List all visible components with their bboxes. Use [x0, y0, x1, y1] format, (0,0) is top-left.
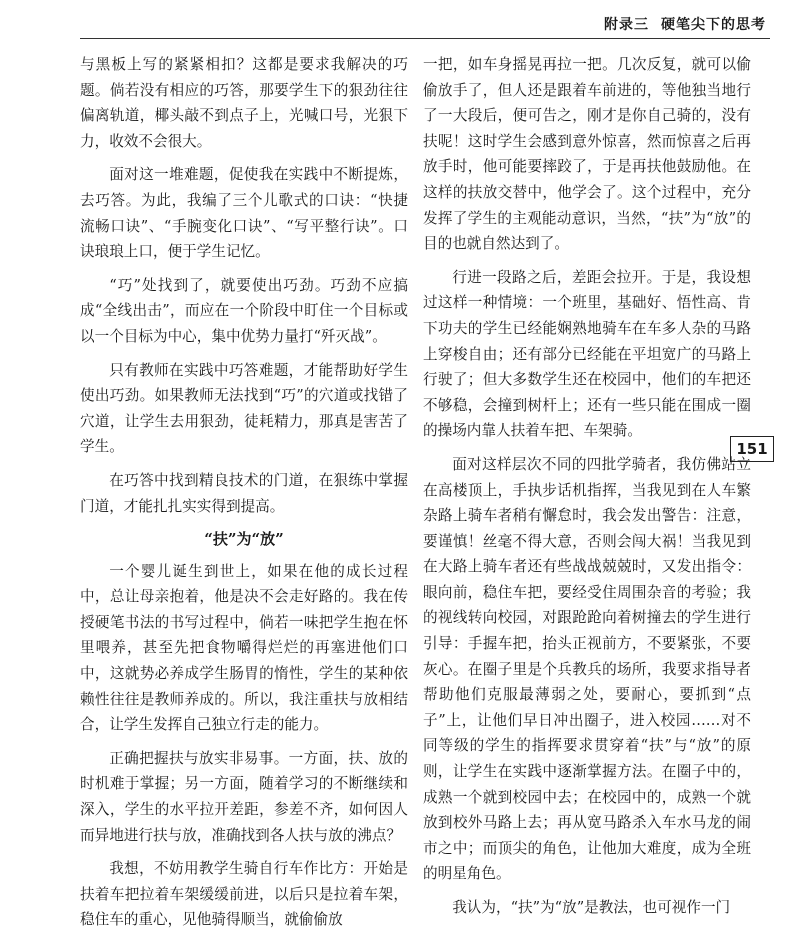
- left-column: [80, 52, 408, 941]
- header-text: [604, 14, 766, 34]
- paragraph: 面对这样层次不同的四批学骑者，我仿佛站立在高楼顶上，手执步话机指挥，当我见到在人车繁杂路上骑车者稍有懈怠时，我会发出警告：注意，要谨慎！丝毫不得大意，否则会闯大祸！当我见到在大路上骑车者还有些战战兢兢时，又发出指令：眼向前，稳住车把，要经受住周围杂音的考验；我的视线转向校园，对跟跄跄向着树撞去的学生进行引导：手握车把，抬头正视前方，不要紧张，不要灰心。在圈子里是个兵教兵的场所，我要求指导者帮助他们克服最薄弱之处，要耐心，要抓到“点子”上，让他们早日冲出圈子，进入校园……对不同等级的学生的指挥要求贯穿着“扶”与“放”的原则，让学生在实践中逐渐掌握方法。在圈子中的，成熟一个就到校园中去；在校园中的，成熟一个就放到校外马路上去；再从宽马路杀入车水马龙的闹市之中；而顶尖的角色，让他加大难度，成为全班的明星角色。: [423, 455, 751, 883]
- section-title: “扶”为“放”: [204, 530, 284, 549]
- right-column: [423, 52, 751, 929]
- paragraph: 在巧答中找到精良技术的门道，在狠练中掌握门道，才能扎扎实实得到提高。: [80, 471, 408, 515]
- paragraph: 与黑板上写的紧紧相扣？这都是要求我解决的巧题。倘若没有相应的巧答，那要学生下的狠劲往往偏离轨道，椰头敲不到点子上，光喊口号，光狠下力，收效不会很大。: [80, 56, 408, 150]
- running-header: [0, 0, 800, 46]
- paragraph: 一把，如车身摇晃再拉一把。几次反复，就可以偷偷放手了，但人还是跟着车前进的，等他独当地行了一大段后，便可告之，刚才是你自己骑的，没有扶呢！这时学生会感到意外惊喜，然而惊喜之后再放手时，他可能要摔跤了，于是再扶他鼓励他。在这样的扶放交替中，他学会了。这个过程中，充分发挥了学生的主观能动意识，当然，“扶”为“放”的目的也就自然达到了。: [423, 56, 751, 253]
- paragraph: 我想，不妨用教学生骑自行车作比方：开始是扶着车把拉着车架缓缓前进，以后只是拉着车架，稳住车的重心，见他骑得顺当，就偷偷放: [80, 860, 408, 929]
- paragraph: 面对这一堆难题，促使我在实践中不断提炼，去巧答。为此，我编了三个儿歌式的口诀：“快捷流畅口诀”、“手腕变化口诀”、“写平整行诀”。口诀琅琅上口，便于学生记忆。: [80, 166, 408, 261]
- page-number: 151: [730, 436, 774, 462]
- paragraph: 只有教师在实践中巧答难题，才能帮助好学生使出巧劲。如果教师无法找到“巧”的穴道或找错了穴道，让学生去用狠劲，徒耗精力，那真是害苦了学生。: [80, 361, 408, 456]
- header-chapter-title: 硬笔尖下的思考: [661, 17, 766, 33]
- paragraph: 行进一段路之后，差距会拉开。于是，我设想过这样一种情境：一个班里，基础好、悟性高、肯下功夫的学生已经能娴熟地骑车在车多人杂的马路上穿梭自由；还有部分已经能在平坦宽广的马路上行驶了；但大多数学生还在校园中，他们的车把还不够稳，会撞到树杆上；还有一些只能在围成一圈的操场内靠人扶着车把、车架骑。: [423, 268, 751, 440]
- paragraph: “巧”处找到了，就要使出巧劲。巧劲不应搞成“全线出击”，而应在一个阶段中盯住一个目标或以一个目标为中心，集中优势力量打“歼灭战”。: [80, 276, 408, 345]
- paragraph: 我认为，“扶”为“放”是教法，也可视作一门: [452, 899, 731, 916]
- header-rule: [80, 38, 770, 39]
- paragraph: 一个婴儿诞生到世上，如果在他的成长过程中，总让母亲抱着，他是决不会走好路的。我在传授硬笔书法的书写过程中，倘若一味把学生抱在怀里喂养，甚至先把食物嚼得烂烂的再塞进他们口中，这就势必养成学生肠胃的惰性，学生的某种依赖性往往是教师养成的。所以，我注重扶与放相结合，让学生发挥自己独立行走的能力。: [80, 562, 408, 734]
- paragraph: 正确把握扶与放实非易事。一方面，扶、放的时机难于掌握；另一方面，随着学习的不断继续和深入，学生的水平拉开差距，参差不齐，如何因人而异地进行扶与放，准确找到各人扶与放的沸点？: [80, 749, 408, 844]
- header-appendix: 附录三: [604, 17, 649, 33]
